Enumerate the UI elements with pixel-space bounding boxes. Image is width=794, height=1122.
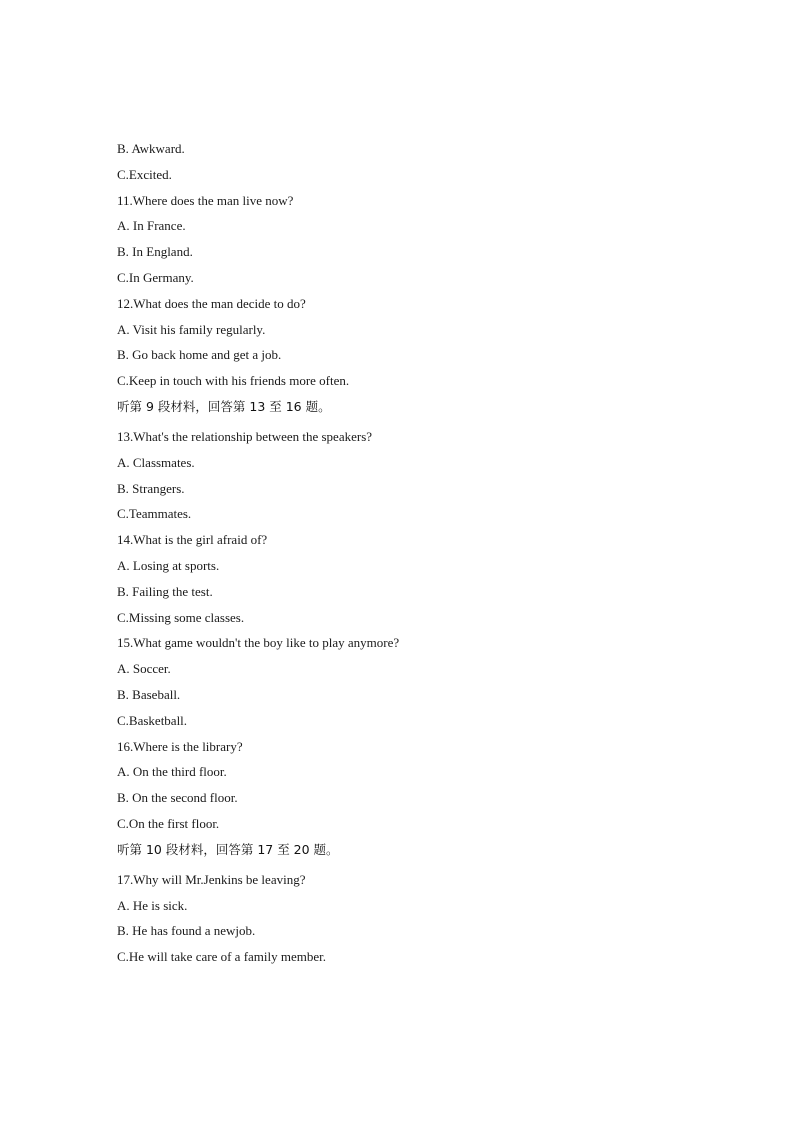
answer-option: A. In France. xyxy=(117,218,186,234)
answer-option: B. On the second floor. xyxy=(117,790,238,806)
answer-option: A. Classmates. xyxy=(117,454,195,470)
answer-option: B. He has found a newjob. xyxy=(117,923,256,939)
answer-option: B. Awkward. xyxy=(117,141,185,156)
question-text: 11.Where does the man live now? xyxy=(117,192,294,208)
answer-option: C.Excited. xyxy=(117,166,172,182)
question-text: 16.Where is the library? xyxy=(117,738,243,754)
answer-option: A. Soccer. xyxy=(117,661,171,677)
question-text: 15.What game wouldn't the boy like to play anymore? xyxy=(117,635,400,651)
answer-option: A. On the third floor. xyxy=(117,764,227,780)
answer-option: B. Failing the test. xyxy=(117,583,213,599)
answer-option: C.On the first floor. xyxy=(117,815,220,831)
question-text: 12.What does the man decide to do? xyxy=(117,295,306,311)
answer-option: C.In Germany. xyxy=(117,269,194,285)
answer-option: A. Visit his family regularly. xyxy=(117,321,266,337)
answer-option: A. Losing at sports. xyxy=(117,557,220,573)
answer-option: B. Go back home and get a job. xyxy=(117,347,282,363)
document-page xyxy=(117,139,717,973)
answer-option: B. Strangers. xyxy=(117,480,185,496)
answer-option: C.Missing some classes. xyxy=(117,609,245,625)
answer-option: B. Baseball. xyxy=(117,686,181,702)
answer-option: A. He is sick. xyxy=(117,897,188,913)
section-heading: 听第 9 段材料，回答第 13 至 16 题。 xyxy=(117,398,331,414)
section-heading: 听第 10 段材料，回答第 17 至 20 题。 xyxy=(117,841,339,857)
answer-option: C.Teammates. xyxy=(117,506,192,522)
question-text: 14.What is the girl afraid of? xyxy=(117,532,268,548)
question-text: 13.What's the relationship between the speakers? xyxy=(117,428,373,444)
answer-option: C.Keep in touch with his friends more often. xyxy=(117,373,350,389)
question-text: 17.Why will Mr.Jenkins be leaving? xyxy=(117,871,306,887)
answer-option: B. In England. xyxy=(117,244,193,260)
answer-option: C.Basketball. xyxy=(117,712,188,728)
answer-option: C.He will take care of a family member. xyxy=(117,949,327,965)
